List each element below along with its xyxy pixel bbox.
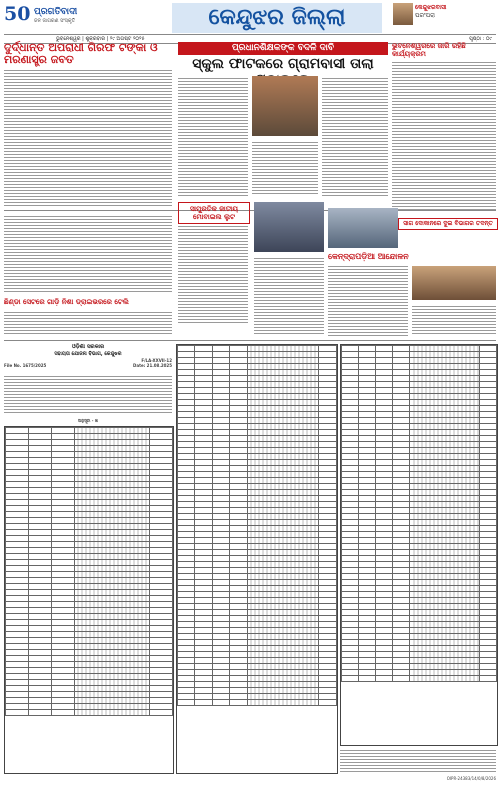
side-label-1: କେନ୍ଦୁଝରବାସୀ [415, 4, 447, 11]
notice-table-right [340, 344, 498, 746]
table-cell [479, 676, 496, 682]
logo-name: ପ୍ରଗତିବାଦୀ [34, 7, 78, 17]
table-cell [212, 700, 229, 706]
mid-left-title: ଛିଣ୍ଡା ସେଟରେ ଗାଡ଼ି ନିଶା ଡ୍ରାଇଭରରେ ଟେଲି [4, 298, 129, 306]
lead-center-col-1 [178, 76, 248, 196]
table-cell [342, 676, 359, 682]
cooperative-photo [328, 208, 398, 248]
notice-file-no: File No. 1675/2025 [4, 363, 47, 368]
page-masthead: କେନ୍ଦୁଝର ଜିଲ୍ଲା [172, 3, 382, 33]
notice-ref: F/LA-XXVII-12 [141, 358, 172, 363]
notice-date: Date: 21.08.2025 [133, 363, 172, 368]
table-grid-center [177, 345, 337, 706]
newspaper-logo [4, 4, 124, 28]
notice-footer-text [340, 748, 496, 772]
table-cell [28, 710, 51, 716]
right-box-body [412, 304, 496, 336]
table-cell [319, 700, 337, 706]
table-grid-left [5, 427, 173, 716]
lead-center-headline: ସ୍କୁଲ ଫାଟକରେ ଗ୍ରାମବାସୀ ତାଲା [192, 56, 374, 72]
notice-rule [4, 340, 496, 341]
notice-org: ଓଡ଼ିଶା ସରକାର [71, 344, 105, 350]
notice-table-center [176, 344, 338, 774]
side-story-body [392, 60, 496, 210]
right-box-title: ସାଗ ଦୋକାନରେ ଦୁଇ ବିଭାଗର ତଦନ୍ତ [398, 218, 498, 230]
cooperative-title: କେନ୍‌ଦ୍ରାପଡ଼ିଆ ଆନ୍ଦୋଳନ [328, 252, 409, 261]
table-cell [178, 700, 195, 706]
table-row [6, 710, 173, 716]
notice-annexure: ଅନୁସୂଚୀ - ଖ [78, 418, 98, 423]
dateline-left: ଭୁବନେଶ୍ୱର | ଶୁକ୍ରବାର | ୨୯ ଅଗଷ୍ଟ ୨୦୨୫ [56, 36, 145, 42]
table-cell [51, 710, 74, 716]
logo-number: 50 [4, 3, 31, 25]
side-story-headline: ଭୁବନେଶ୍ୱରରେ ଜାରି ରହିଛି କାର୍ଯ୍ୟକ୍ରମ [392, 42, 466, 58]
notice-file-row [4, 363, 172, 368]
lead-left-body [4, 68, 172, 208]
right-box-photo [412, 266, 496, 300]
notice-body [4, 374, 172, 414]
footer-code: OIPR-24383/14/0/8/2026 [446, 776, 496, 781]
mid-left-body-2 [4, 310, 172, 334]
lead-center-col-3 [322, 76, 388, 196]
mid-left-body [4, 214, 172, 294]
box-story-title: ସାମ୍ପ୍ରତିକ ଜାତୀୟ ମୋବାଇଲ ଲୁଟ [178, 202, 250, 224]
table-row [342, 676, 497, 682]
table-cell [247, 700, 319, 706]
table-grid-right [341, 345, 497, 682]
header-side-label [415, 4, 495, 20]
table-cell [195, 700, 212, 706]
table-cell [150, 710, 173, 716]
table-row [178, 700, 337, 706]
logo-tagline: ଜନ ଜାଗରଣ ସଂସ୍କୃତି [34, 18, 76, 24]
table-cell [359, 676, 376, 682]
table-cell [393, 676, 410, 682]
table-cell [376, 676, 393, 682]
table-cell [74, 710, 149, 716]
section-rule [4, 210, 496, 211]
table-cell [6, 710, 29, 716]
notice-table-left [4, 426, 174, 774]
lead-photo [252, 76, 318, 136]
box-story-photo [254, 202, 324, 252]
box-story-body [178, 224, 248, 324]
notice-dept: ସହାୟତା ଯୋଜନା ବିଭାଗ, କେନ୍ଦୁଝର [54, 351, 122, 357]
mid-center-body [254, 256, 324, 336]
side-label-2: ପରଂପରା [415, 12, 435, 19]
page-number: ପୃଷ୍ଠା : ୦୯ [469, 36, 492, 42]
table-cell [410, 676, 480, 682]
notice-header [4, 344, 172, 368]
table-cell [230, 700, 247, 706]
lead-left-headline: ଦୁର୍ଦ୍ଧାନ୍ତ ଅପରାଧୀ ଗିରଫ ଟଙ୍କା ଓ ମରଣାସ୍ତ୍ର ଜବତ [4, 41, 158, 66]
header-photo [393, 3, 413, 25]
lead-center-col-2 [252, 140, 318, 196]
lead-center-kicker: ପ୍ରଧାନଶିକ୍ଷକଙ୍କ ବଦଳି ଦାବି [178, 42, 388, 55]
cooperative-body [328, 264, 408, 336]
